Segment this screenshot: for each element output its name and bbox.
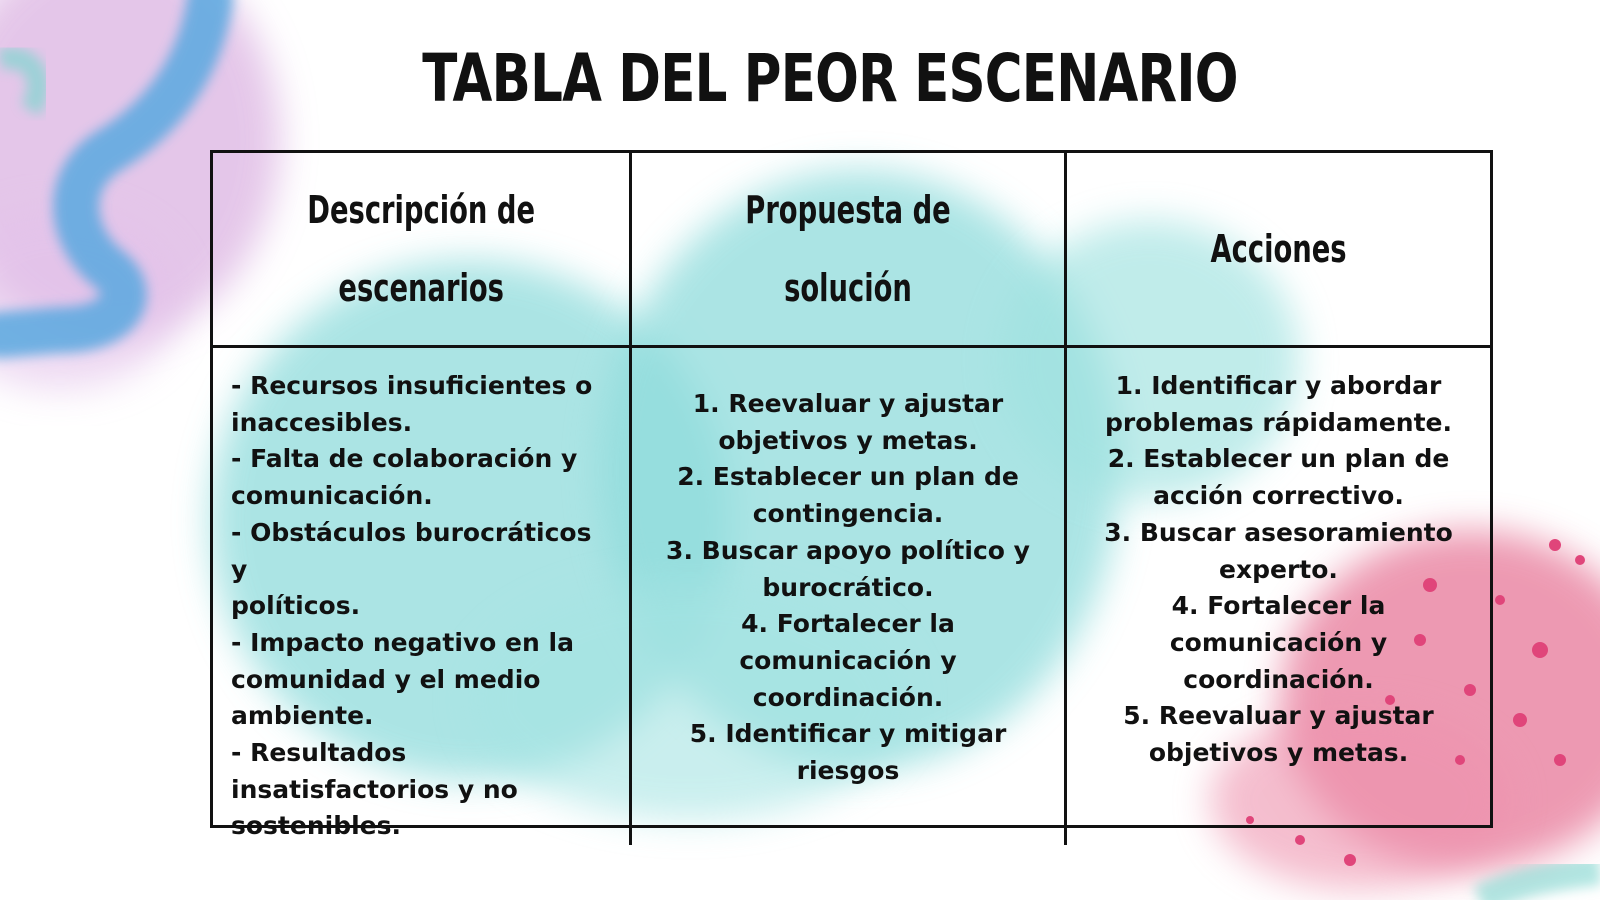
actions-line: 2. Establecer un plan de (1107, 444, 1450, 474)
solution-line: 2. Establecer un plan de (677, 462, 1019, 492)
description-line: - Recursos insuficientes o (231, 371, 593, 400)
description-line: comunidad y el medio (231, 664, 541, 694)
actions-line: acción correctivo. (1153, 481, 1404, 511)
solution-line: comunicación y (739, 645, 957, 675)
solution-line: burocrático. (762, 572, 934, 602)
header-actions-label: Acciones (1210, 227, 1347, 271)
page-title: TABLA DEL PEOR ESCENARIO (422, 40, 1238, 117)
description-line: ambiente. (231, 701, 374, 731)
solution-line: contingencia. (752, 499, 944, 529)
body-cell-description (213, 348, 632, 845)
description-line: - Impacto negativo en la (231, 627, 574, 657)
header-cell-solution (632, 153, 1067, 348)
body-cell-solution (632, 348, 1067, 845)
actions-line: 3. Buscar asesoramiento (1104, 517, 1453, 547)
description-line: - Falta de colaboración y (231, 444, 578, 474)
description-line: políticos. (231, 591, 361, 621)
actions-line: comunicación y (1169, 627, 1388, 657)
worst-scenario-table (210, 150, 1493, 841)
description-line: comunicación. (231, 481, 433, 511)
actions-line: 1. Identificar y abordar (1115, 371, 1442, 400)
solution-line: objetivos y metas. (718, 425, 978, 455)
solution-line: 4. Fortalecer la (741, 609, 955, 639)
description-line: insatisfactorios y no (231, 774, 518, 804)
solution-line: 3. Buscar apoyo político y (666, 535, 1030, 565)
actions-line: objetivos y metas. (1148, 738, 1409, 768)
actions-line: 4. Fortalecer la (1171, 591, 1386, 621)
actions-line: experto. (1219, 554, 1338, 584)
solution-line: riesgos (796, 756, 900, 786)
header-description-label: Descripción de escenarios (307, 188, 535, 310)
body-cell-actions (1067, 348, 1490, 845)
description-line: inaccesibles. (231, 407, 413, 437)
teal-stripe-decoration (1480, 870, 1600, 900)
actions-line: 5. Reevaluar y ajustar (1123, 701, 1434, 731)
solution-line: 5. Identificar y mitigar (689, 719, 1007, 749)
description-line: sostenibles. (231, 811, 402, 841)
solution-line: coordinación. (752, 682, 944, 712)
solution-line: 1. Reevaluar y ajustar (692, 389, 1004, 418)
actions-line: problemas rápidamente. (1105, 407, 1452, 437)
actions-line: coordinación. (1183, 664, 1374, 694)
header-solution-label: Propuesta de solución (745, 188, 951, 310)
header-cell-actions (1067, 153, 1490, 348)
description-line: - Obstáculos burocráticos y (231, 517, 592, 584)
header-cell-description (213, 153, 632, 348)
description-line: - Resultados (231, 738, 407, 768)
